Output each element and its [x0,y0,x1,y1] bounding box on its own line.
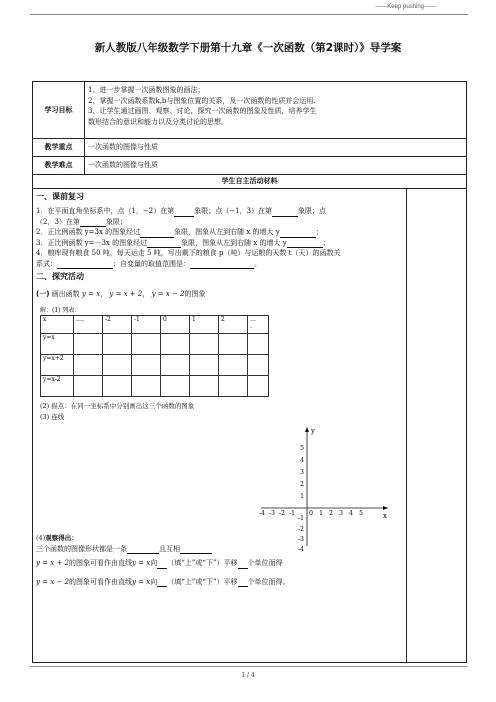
table-cell: 2 [219,315,248,333]
worksheet-table [32,81,467,663]
row-label: y=x [41,333,74,354]
x-axis-label: x [383,512,387,520]
x-tick-labels [259,510,363,517]
observation-3: y = x − 2的图象可看作由直线y = x向 （填“上”或“下”）平移 个单位而得。 [36,577,290,586]
table-cell: -2 [103,315,132,333]
y-tick: -4 [298,546,304,551]
goal-line: 2、掌握一次函数系数k,b与图象位置的关系，及一次函数的性质并会运用. [88,96,316,105]
x-tick: 3 [339,510,343,517]
page-title: 新人教版八年级数学下册第十九章《一次函数（第2课时）》导学案 [94,42,402,54]
observations [36,534,346,587]
y-tick: -2 [298,526,304,533]
x-tick: 1 [319,510,323,517]
value-table [40,315,269,397]
step-2: (2) 描点：在同一坐标系中分别画出这三个函数的图象 [40,401,195,410]
review-q4-cont: 系式： ；自变量的取值范围是： 。 [36,259,261,268]
coordinate-graph [253,421,393,551]
row-label: y=x+2 [41,354,74,375]
section-header: 学生自主活动材料 [33,175,467,189]
review-q1: 1．在平面直角坐标系中，点（1，−2）在第 象限；点（−1，3）在第 象限；点 [36,207,327,215]
x-tick: 0 [309,510,313,517]
x-tick: 5 [359,510,363,517]
table-row [41,333,269,354]
y-axis-arrow [305,427,309,432]
review-q2: 2．正比例函数 y=3x 的图象经过 象限，图象从左到右随 x 的增大 y ； [36,228,323,236]
table-cell: x [41,315,74,333]
explore-heading: 二、探究活动 [36,272,84,281]
x-axis-arrow [383,506,388,510]
review-q4: 4．粮库现有粮食 50 吨，每天运走 5 吨，写出剩下的粮食 p（吨）与运粮的天数 t（天）的函数关 [36,249,341,257]
y-tick: -1 [298,515,304,522]
review-q3: 3．正比例函数 y=－3x 的图象经过 象限，图象从左到右随 x 的增大 y ； [36,238,330,247]
footer-rule [30,666,468,667]
table-cell: 1 [190,315,219,333]
difficulty-value: 一次函数的图像与性质 [85,157,467,175]
observation-2: y = x + 2的图象可看作由直线y = x向 （填“上”或“下”）平移 个单位而得 [36,559,283,568]
goal-line: 数形结合的意识和能力以及分类讨论的思想。 [88,117,228,126]
key-point-label: 教学重点 [33,139,85,157]
x-tick: 2 [329,510,333,517]
y-tick: -3 [298,536,304,543]
x-tick: 4 [349,510,353,517]
key-point-value: 一次函数的图像与性质 [85,139,467,157]
y-tick: 1 [300,493,304,500]
table-row [41,375,269,396]
y-tick: 2 [300,481,304,488]
review-q1-cont: （2，3）在第 象限； [36,217,127,226]
y-axis-label: y [311,427,315,435]
activity-content [33,189,407,663]
notes-column [407,189,467,663]
goal-line: 1、进一步掌握一次函数图象的画法； [88,86,205,94]
x-tick: -3 [269,510,275,517]
y-tick: 5 [300,445,304,452]
row-label: y=x-2 [41,375,74,396]
solution-label: 解：(1) 列表： [40,306,81,314]
y-tick: 3 [300,469,304,476]
difficulty-label: 教学难点 [33,157,85,175]
table-cell: 0 [161,315,190,333]
y-tick: 4 [300,457,304,464]
explore-part1: (一) 画出函数 y = x， y = x + 2， y = x − 2的图象 [36,290,206,298]
observation-1: 三个函数的图像形状都是一条 且互相 [36,544,346,555]
table-cell: …， [74,315,103,333]
goal-line: 3、让学生通过画图、观察、讨论，探究一次函数的图象及性质，培养学生 [88,107,317,115]
running-head: ——Keep pushing—— [375,4,436,10]
header-rule [30,14,468,15]
review-heading: 一、课前复习 [36,192,84,201]
table-cell: -1 [132,315,161,333]
x-tick: -2 [279,510,285,517]
table-cell: … . [248,315,269,333]
goals-label: 学习目标 [33,82,85,139]
goals-content [85,82,467,139]
x-tick: -4 [259,510,265,517]
step-4: (4)观察得出： [36,534,78,542]
table-row [41,354,269,375]
step-3: (3) 连线 [40,413,65,422]
x-tick: -1 [289,510,295,517]
page-number: 1 / 4 [241,672,255,679]
